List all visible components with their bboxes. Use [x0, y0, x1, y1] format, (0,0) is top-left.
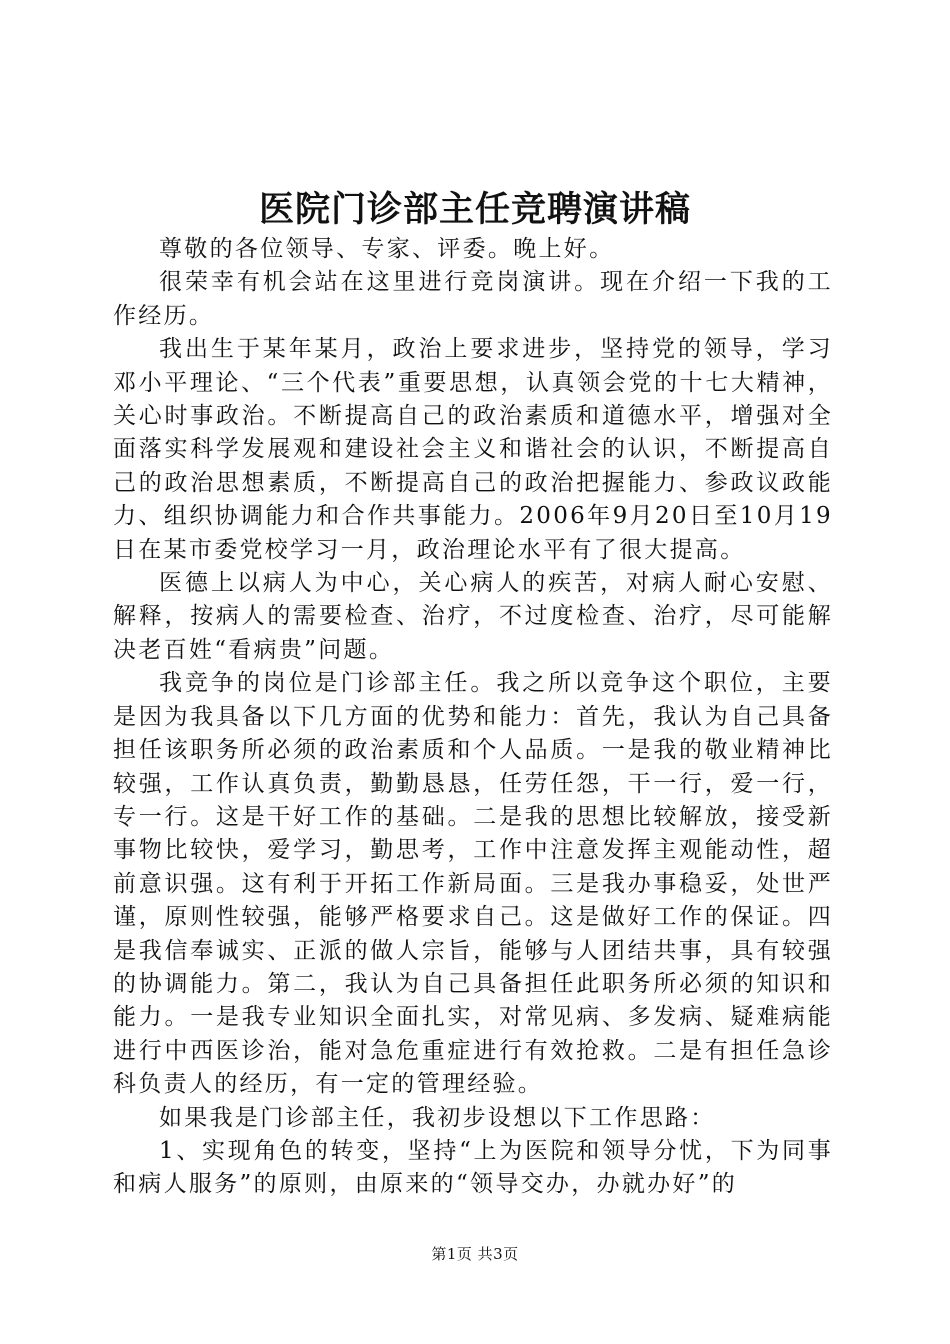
paragraph-greeting: 尊敬的各位领导、专家、评委。晚上好。 — [159, 236, 615, 262]
paragraph-work-plan-item-1: 1、实现角色的转变，坚持“上为医院和领导分忧，下为同事和病人服务”的原则，由原来的“领导交办，办就办好”的 — [113, 1137, 833, 1198]
paragraph-political-background: 我出生于某年某月，政治上要求进步，坚持党的领导，学习邓小平理论、“三个代表”重要思想，认真领会党的十七大精神，关心时事政治。不断提高自己的政治素质和道德水平，增强对全面落实科学发展观和建设社会主义和谐社会的认识，不断提高自己的政治思想素质，不断提高自己的政治把握能力、参政议政能力、组织协调能力和合作共事能力。2006年9月20日至10月19日在某市委党校学习一月，政治理论水平有了很大提高。 — [113, 336, 833, 563]
page-number-footer: 第1页 共3页 — [431, 1245, 519, 1263]
document-body — [113, 233, 833, 1202]
paragraph-medical-ethics: 医德上以病人为中心，关心病人的疾苦，对病人耐心安慰、解释，按病人的需要检查、治疗，不过度检查、治疗，尽可能解决老百姓“看病贵”问题。 — [113, 570, 833, 663]
document-title: 医院门诊部主任竞聘演讲稿 — [258, 189, 691, 230]
paragraph-introduction: 很荣幸有机会站在这里进行竞岗演讲。现在介绍一下我的工作经历。 — [113, 269, 833, 329]
paragraph-qualifications: 我竞争的岗位是门诊部主任。我之所以竞争这个职位，主要是因为我具备以下几方面的优势和能力：首先，我认为自己具备担任该职务所必须的政治素质和个人品质。一是我的敬业精神比较强，工作认真负责，勤勤恳恳，任劳任怨，干一行，爱一行，专一行。这是干好工作的基础。二是我的思想比较解放，接受新事物比较快，爱学习，勤思考，工作中注意发挥主观能动性，超前意识强。这有利于开拓工作新局面。三是我办事稳妥，处世严谨，原则性较强，能够严格要求自己。这是做好工作的保证。四是我信奉诚实、正派的做人宗旨，能够与人团结共事，具有较强的协调能力。第二，我认为自己具备担任此职务所必须的知识和能力。一是我专业知识全面扎实，对常见病、多发病、疑难病能进行中西医诊治，能对急危重症进行有效抢救。二是有担任急诊科负责人的经历，有一定的管理经验。 — [113, 670, 833, 1098]
paragraph-work-plan-intro: 如果我是门诊部主任，我初步设想以下工作思路： — [159, 1104, 716, 1131]
